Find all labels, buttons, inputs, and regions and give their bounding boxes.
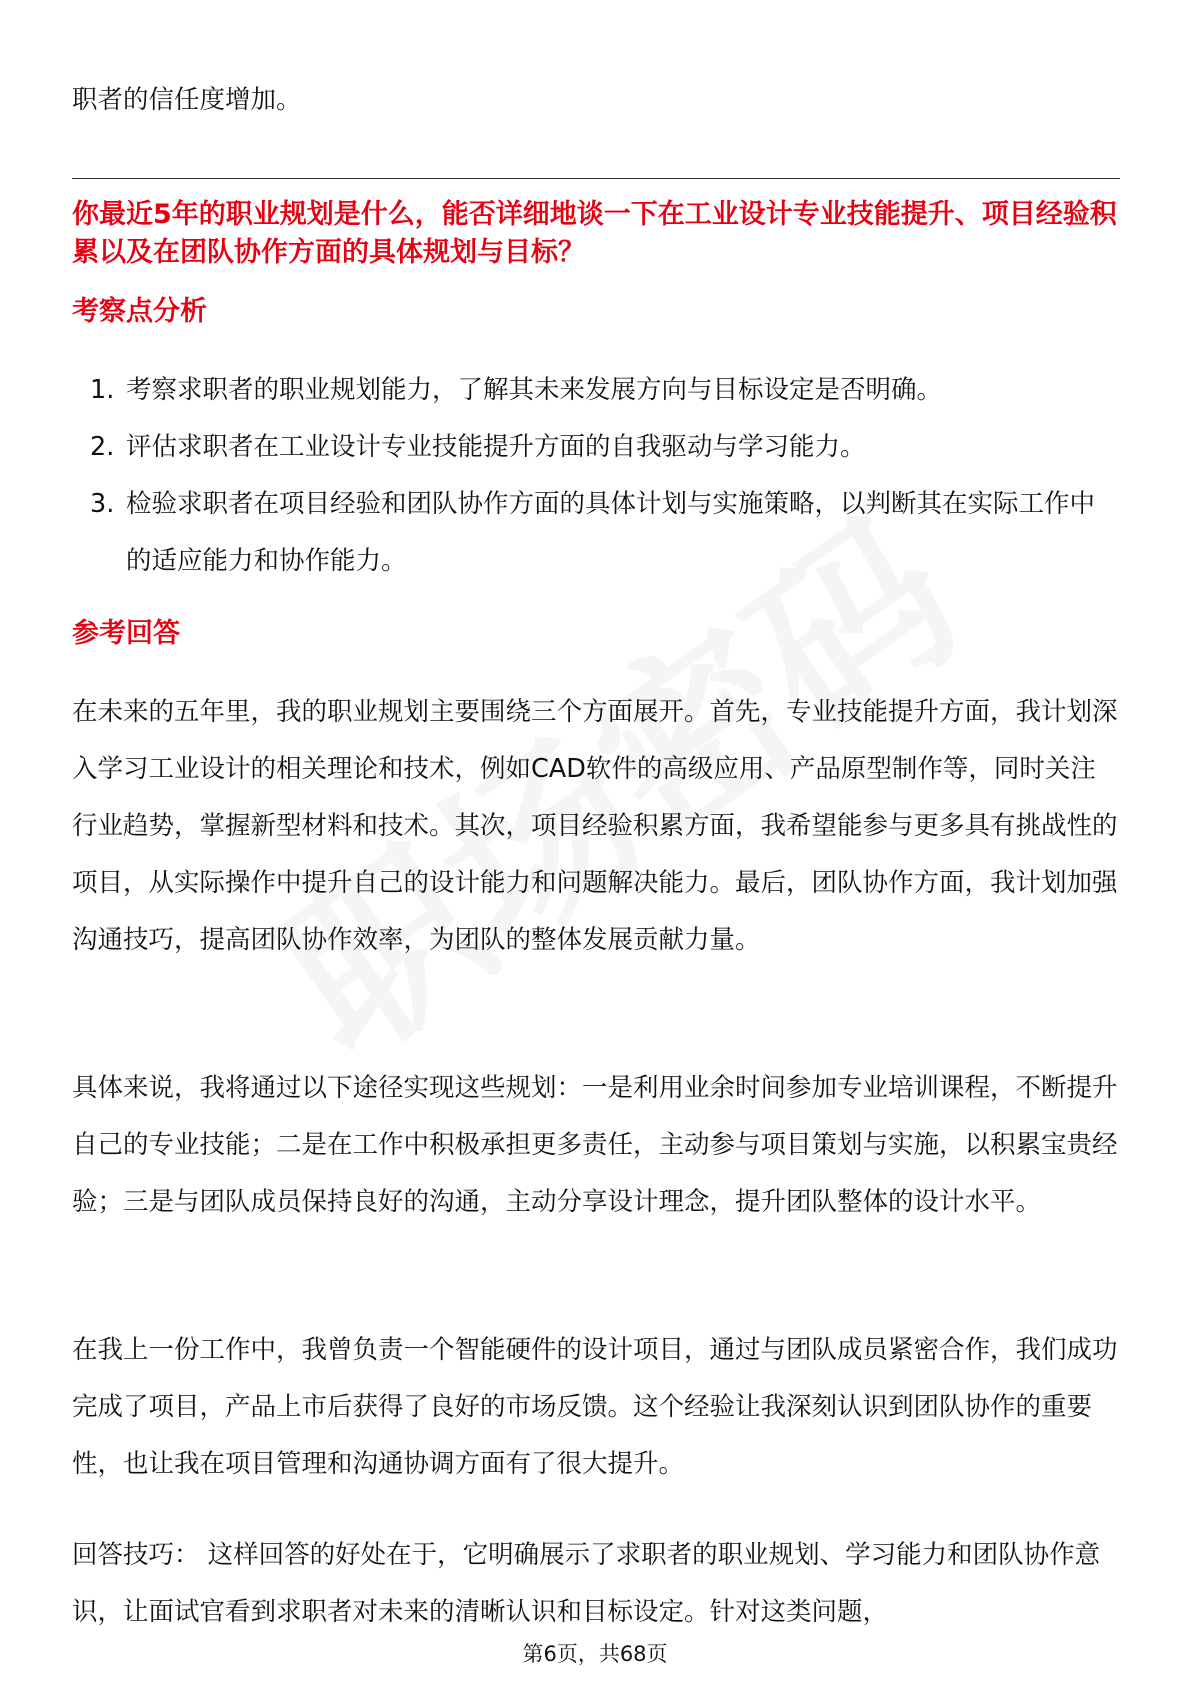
answer-paragraph: 在我上一份工作中，我曾负责一个智能硬件的设计项目，通过与团队成员紧密合作，我们成功完成了项目，产品上市后获得了良好的市场反馈。这个经验让我深刻认识到团队协作的重要性，也让我在项目管理和沟通协调方面有了很大提升。 xyxy=(72,1335,1118,1479)
answer-paragraph: 具体来说，我将通过以下途径实现这些规划：一是利用业余时间参加专业培训课程，不断提升自己的专业技能；二是在工作中积极承担更多责任，主动参与项目策划与实施，以积累宝贵经验；三是与团队成员保持良好的沟通，主动分享设计理念，提升团队整体的设计水平。 xyxy=(72,1073,1118,1217)
continuation-text: 职者的信任度增加。 xyxy=(72,85,302,115)
analysis-heading: 考察点分析 xyxy=(72,296,207,327)
answer-paragraph: 在未来的五年里，我的职业规划主要围绕三个方面展开。首先，专业技能提升方面，我计划深入学习工业设计的相关理论和技术，例如CAD软件的高级应用、产品原型制作等，同时关注行业趋势，掌握新型材料和技术。其次，项目经验积累方面，我希望能参与更多具有挑战性的项目，从实际操作中提升自己的设计能力和问题解决能力。最后，团队协作方面，我计划加强沟通技巧，提高团队协作效率，为团队的整体发展贡献力量。 xyxy=(72,697,1118,955)
page-number: 第6页，共68页 xyxy=(522,1642,668,1666)
analysis-item-text: 评估求职者在工业设计专业技能提升方面的自我驱动与学习能力。 xyxy=(126,432,866,462)
question-title: 你最近5年的职业规划是什么，能否详细地谈一下在工业设计专业技能提升、项目经验积累以及在团队协作方面的具体规划与目标？ xyxy=(72,199,1117,268)
analysis-item-number: 1. xyxy=(90,375,115,405)
answer-heading: 参考回答 xyxy=(72,618,180,649)
analysis-item xyxy=(72,362,1120,419)
analysis-item-number: 2. xyxy=(90,432,115,462)
analysis-item xyxy=(72,476,1120,590)
analysis-item-text: 考察求职者的职业规划能力，了解其未来发展方向与目标设定是否明确。 xyxy=(126,375,943,405)
analysis-item-text: 检验求职者在项目经验和团队协作方面的具体计划与实施策略，以判断其在实际工作中的适应能力和协作能力。 xyxy=(126,489,1096,576)
section-divider xyxy=(72,178,1120,179)
analysis-list xyxy=(72,362,1120,590)
analysis-item xyxy=(72,419,1120,476)
answer-tips-paragraph: 回答技巧： 这样回答的好处在于，它明确展示了求职者的职业规划、学习能力和团队协作意识，让面试官看到求职者对未来的清晰认识和目标设定。针对这类问题， xyxy=(72,1540,1101,1627)
analysis-item-number: 3. xyxy=(90,489,115,519)
